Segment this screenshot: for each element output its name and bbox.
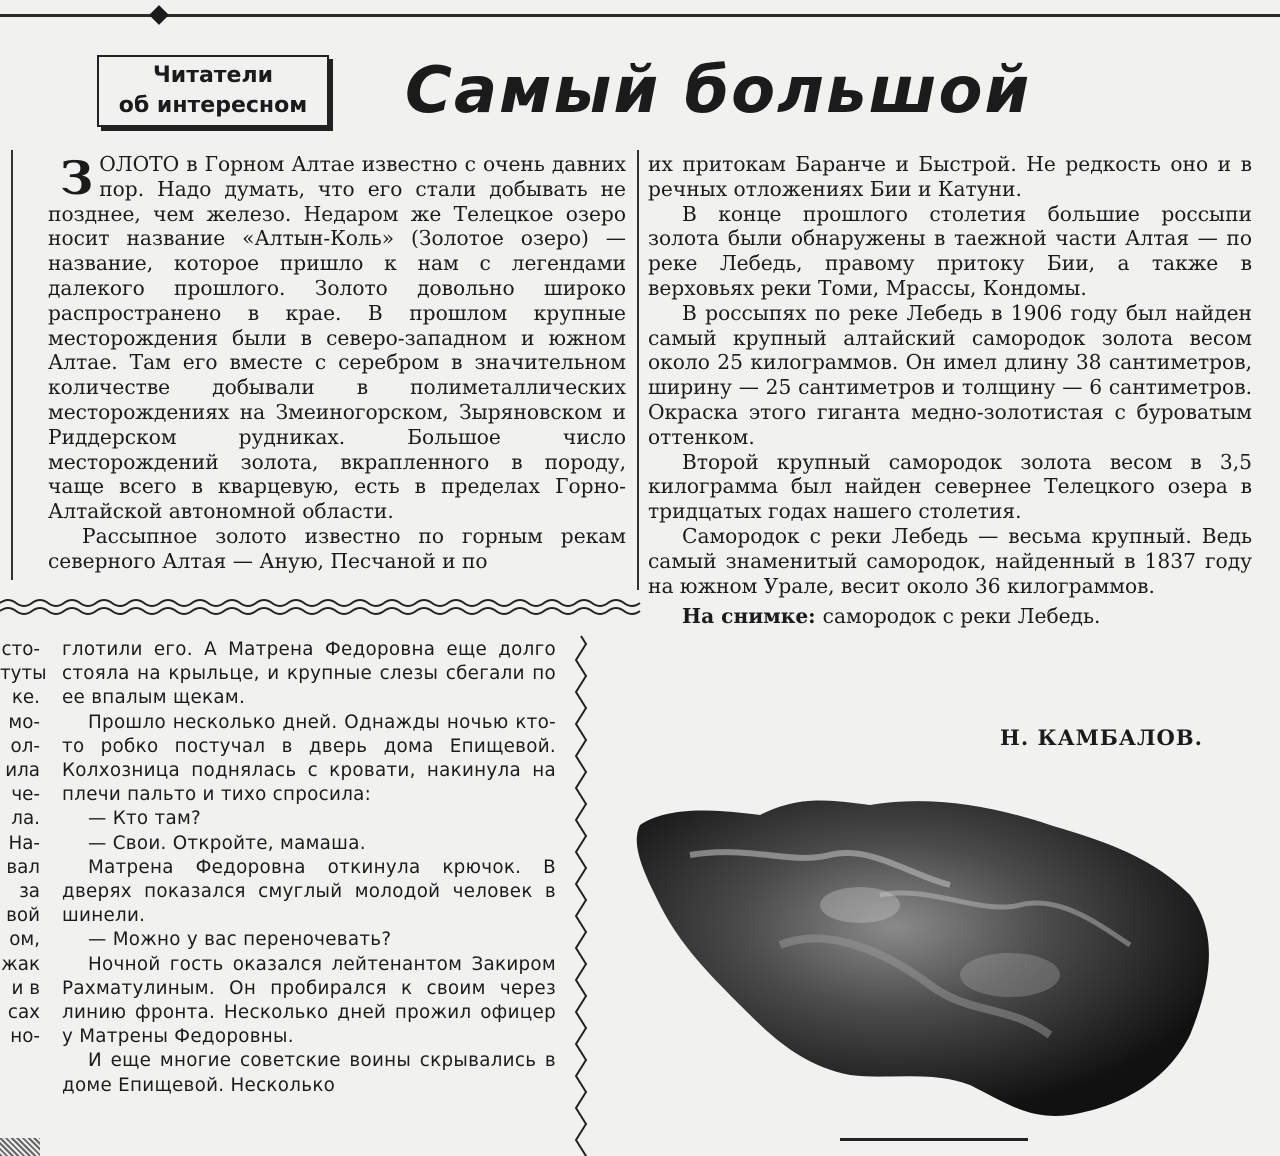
article-paragraph: их притокам Баранче и Быстрой. Не редкость оно и в речных отложениях Бии и Катуни. <box>648 152 1252 201</box>
photo-underline <box>840 1138 1028 1141</box>
article-paragraph: Рассыпное золото известно по горным рекам северного Алтая — Аную, Песчаной и по <box>48 523 626 573</box>
column-rule-left <box>11 150 13 580</box>
author-signature: Н. КАМБАЛОВ. <box>1000 725 1203 750</box>
gold-nugget-photo <box>630 785 1230 1125</box>
article-paragraph: В россыпях по реке Лебедь в 1906 году был найден самый крупный алтайский самородок золота весом около 25 килограммов. Он имел длину 38 сантиметров, ширину — 25 сантиметров и толщину — 6 сантиметров. Окраска этого гиганта медно-золотистая с буроватым оттенком. <box>648 300 1252 449</box>
rubric-line-2: об интересном <box>118 93 308 118</box>
halftone-corner <box>0 1138 40 1156</box>
story-paragraph: И еще многие советские воины скрывались в доме Епищевой. Несколько <box>62 1050 556 1096</box>
story-paragraph: — Свои. Откройте, мамаша. <box>88 832 366 854</box>
top-rule <box>0 14 1280 17</box>
headline: Самый большой <box>405 54 1032 128</box>
zigzag-divider <box>574 636 588 1156</box>
rubric-box <box>97 55 329 127</box>
article-column-1 <box>48 152 626 574</box>
story-paragraph: — Можно у вас переночевать? <box>88 929 392 951</box>
article-paragraph: Самородок с реки Лебедь — весьма крупный. Ведь самый знаменитый самородок, найденный в 1837 году на южном Урале, весит около 36 килограммов. <box>648 523 1252 598</box>
article-paragraph: Второй крупный самородок золота весом в 3,5 килограмма был найден севернее Телецкого озера в тридцатых годах нашего столетия. <box>648 449 1252 524</box>
article-column-2 <box>648 152 1252 629</box>
story-paragraph: глотили его. А Матрена Федоровна еще долго стояла на крыльце, и крупные слезы сбегали по ее впалым щекам. <box>62 639 556 709</box>
article-paragraph: В конце прошлого столетия большие россыпи золота были обнаружены в таежной части Алтая — по реке Лебедь, правому притоку Бии, а также в верховьях реки Томи, Мрассы, Кондомы. <box>648 201 1252 300</box>
story-paragraph: Ночной гость оказался лейтенантом Закиром Рахматулиным. Он пробирался к своим через линию фронта. Несколько дней прожил офицер у Матрены Федоровны. <box>62 953 556 1048</box>
column-rule-middle <box>637 150 639 590</box>
story-paragraph: — Кто там? <box>88 808 202 830</box>
story-paragraph: Матрена Федоровна откинула крючок. В дверях показался смуглый молодой человек в шинели. <box>62 856 556 927</box>
story-column <box>62 638 556 1098</box>
rubric-line-1: Читатели <box>153 63 273 88</box>
photo-caption <box>648 604 1252 629</box>
story-paragraph: Прошло несколько дней. Однажды ночью кто-то робко постучал в дверь дома Епищевой. Колхозница поднялась с кровати, накинула на плечи пальто и тихо спросила: <box>62 711 556 806</box>
caption-text: самородок с реки Лебедь. <box>822 604 1101 629</box>
adjacent-column-fragment: сто- туты ке. мо- ол- ила че- ла. На- вал за вой ом, жак и в сах но- <box>0 639 47 1048</box>
drop-cap: З <box>60 151 94 205</box>
wavy-divider <box>0 594 636 620</box>
article-paragraph: ЗОЛОТО в Горном Алтае известно с очень давних пор. Надо думать, что его стали добывать не позднее, чем железо. Недаром же Телецкое озеро носит название «Алтын-Коль» (Золотое озеро) — название, которое пришло к нам с легендами далекого прошлого. Золото довольно широко распространено в крае. В прошлом крупные месторождения были в северо-западном и южном Алтае. Там его вместе с серебром в значительном количестве добывали в полиметаллических месторождениях на Змеиногорском, Зыряновском и Риддерском рудниках. Большое число месторождений золота, вкрапленного в породу, чаще всего в кварцевую, есть в пределах Горно-Алтайской автономной области. <box>48 151 626 524</box>
ornament-diamond-icon <box>149 5 169 25</box>
caption-label: На снимке: <box>682 604 816 629</box>
